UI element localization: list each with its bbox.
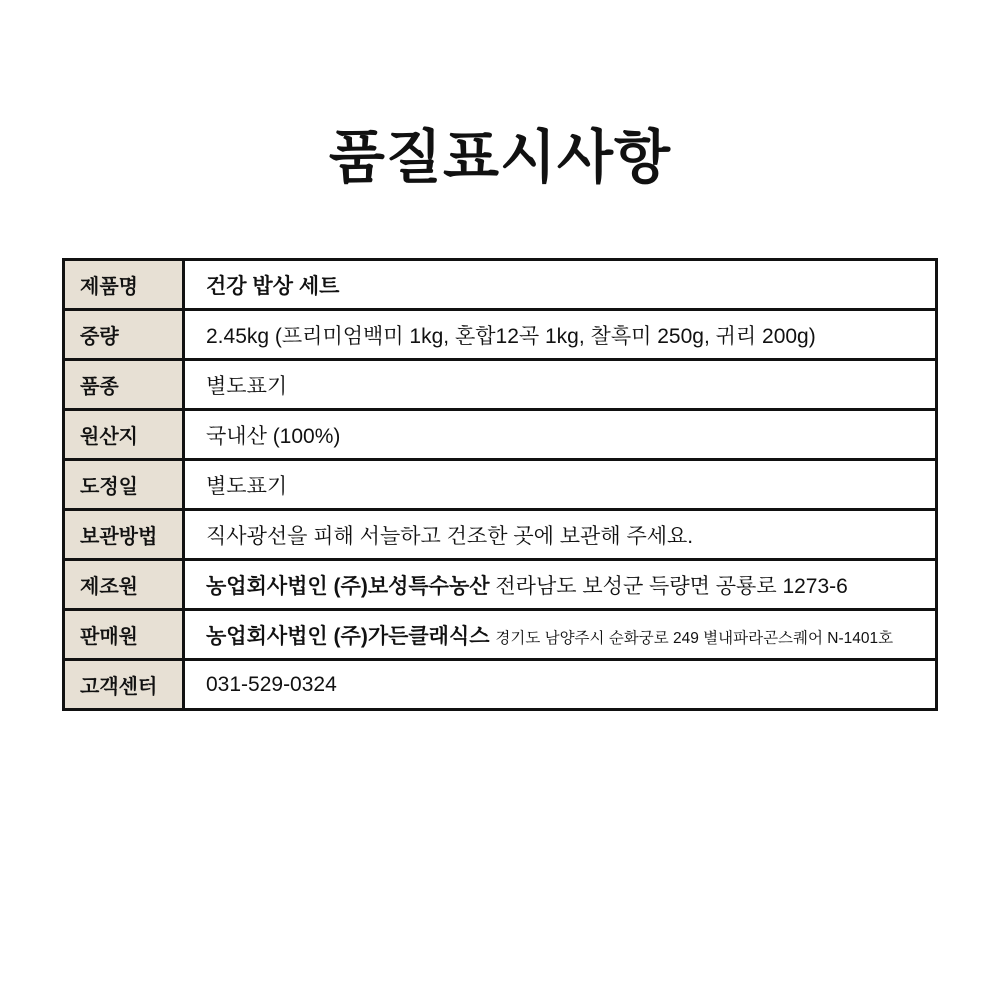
table-row	[64, 310, 937, 360]
table-row	[64, 360, 937, 410]
spec-value-text: 2.45kg (프리미엄백미 1kg, 혼합12곡 1kg, 찰흑미 250g, 귀리 200g)	[206, 324, 816, 348]
page-title: 품질표시사항	[328, 125, 672, 190]
spec-value-address: 경기도 남양주시 순화궁로 249 별내파라곤스퀘어 N-1401호	[495, 629, 894, 647]
table-row	[64, 260, 937, 310]
spec-value-cell	[184, 660, 937, 710]
spec-value-cell	[184, 310, 937, 360]
table-row	[64, 510, 937, 560]
spec-label-cell: 도정일	[64, 460, 184, 510]
spec-value-cell	[184, 260, 937, 310]
spec-label-cell: 제조원	[64, 560, 184, 610]
table-row	[64, 410, 937, 460]
table-row	[64, 560, 937, 610]
table-row	[64, 460, 937, 510]
quality-spec-table	[62, 258, 938, 711]
spec-value-cell	[184, 460, 937, 510]
spec-value-cell	[184, 360, 937, 410]
spec-label-cell: 보관방법	[64, 510, 184, 560]
spec-value-text: 국내산 (100%)	[206, 424, 341, 448]
spec-label-cell: 고객센터	[64, 660, 184, 710]
spec-value-company: 농업회사법인 (주)가든클래식스	[206, 624, 490, 648]
spec-value-cell	[184, 610, 937, 660]
spec-label-cell: 원산지	[64, 410, 184, 460]
spec-value-text: 직사광선을 피해 서늘하고 건조한 곳에 보관해 주세요.	[206, 524, 694, 548]
spec-value-text: 건강 밥상 세트	[206, 274, 340, 298]
spec-label-cell: 중량	[64, 310, 184, 360]
table-row	[64, 660, 937, 710]
spec-value-address: 전라남도 보성군 득량면 공룡로 1273-6	[495, 574, 848, 598]
spec-label-cell: 제품명	[64, 260, 184, 310]
spec-value-text: 031-529-0324	[206, 672, 337, 696]
spec-value-company: 농업회사법인 (주)보성특수농산	[206, 574, 490, 598]
table-row	[64, 610, 937, 660]
spec-value-cell	[184, 560, 937, 610]
spec-value-text: 별도표기	[206, 374, 288, 398]
spec-value-text: 별도표기	[206, 474, 288, 498]
spec-label-cell: 품종	[64, 360, 184, 410]
spec-label-cell: 판매원	[64, 610, 184, 660]
spec-value-cell	[184, 510, 937, 560]
quality-spec-table-body	[64, 260, 937, 710]
spec-value-cell	[184, 410, 937, 460]
